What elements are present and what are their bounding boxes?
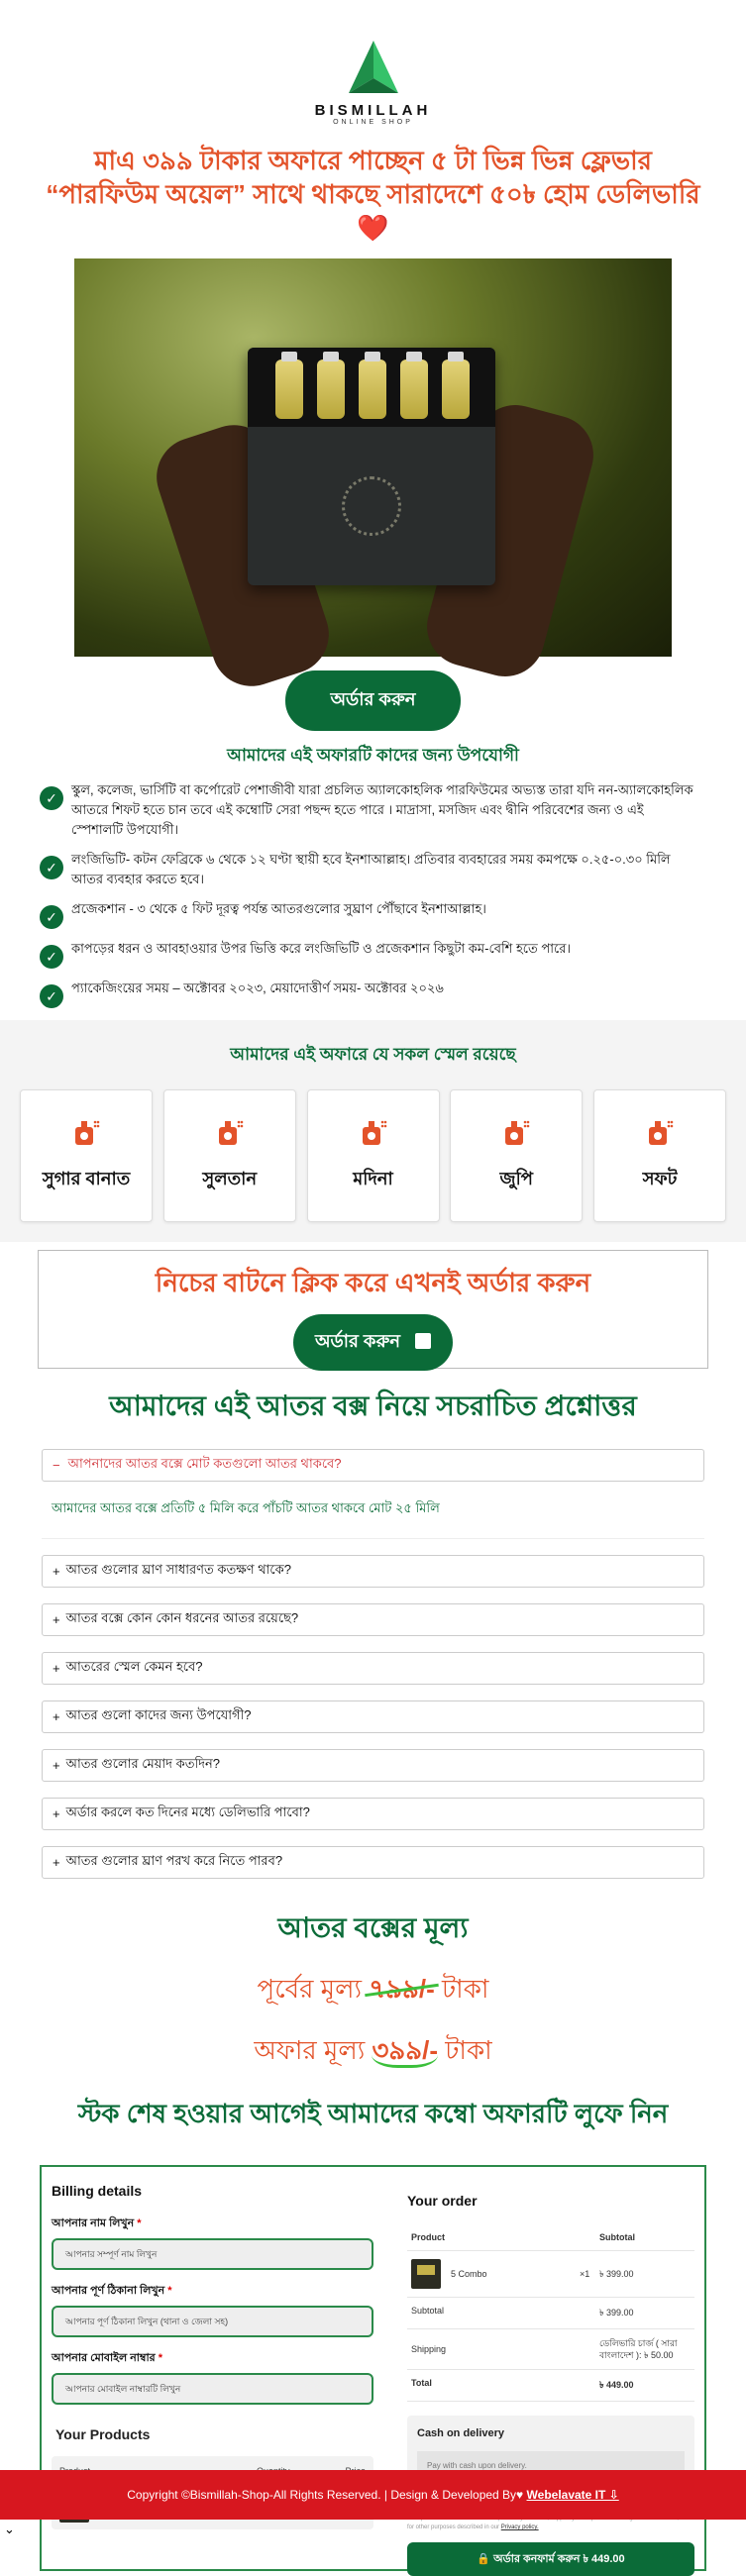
privacy-note: for other purposes described in our Privacy policy. xyxy=(407,2524,539,2530)
hero-product-image xyxy=(74,258,672,657)
plus-icon: + xyxy=(53,1661,60,1676)
price-title: আতর বক্সের মূল্য xyxy=(277,1912,469,1943)
offer-price-value: ৩৯৯/- xyxy=(372,2035,438,2068)
faq-question[interactable]: + অর্ডার করলে কত দিনের মধ্যে ডেলিভারি পাবো? xyxy=(42,1798,704,1830)
total-row: Total ৳ 449.00 xyxy=(407,2370,694,2402)
cod-title: Cash on delivery xyxy=(417,2427,505,2439)
feature-item: ✓ প্যাকেজিংয়ের সময় – অক্টোবর ২০২৩, মেয়াদোত্তীর্ণ সময়- অক্টোবর ২০২৬ xyxy=(40,979,698,1008)
chevron-down-icon[interactable]: ⌄ xyxy=(4,2522,15,2536)
shipping-row: Shipping ডেলিভারি চার্জ ( সারা বাংলাদেশ ): ৳ 50.00 xyxy=(407,2329,694,2370)
plus-icon: + xyxy=(53,1564,60,1579)
bottle xyxy=(400,360,428,419)
feature-item: ✓ প্রজেকশান - ৩ থেকে ৫ ফিট দূরত্ব পর্যন্ত আতরগুলোর সুঘ্রাণ পৌঁছাবে ইনশাআল্লাহ। xyxy=(40,899,698,929)
feature-item: ✓ স্কুল, কলেজ, ভার্সিটি বা কর্পোরেট পেশাজীবী যারা প্রচলিত অ্যালকোহলিক পারফিউমের অভ্যস্ত তারা যদি নন-অ্যালকোহলিক আতরে শিফট হতে চান তবে এই কম্বোটি সেরা পছন্দ হতে পারে । মাদ্রাসা, মসজিদ এবং দ্বীনি পরিবেশের জন্য ও এই স্পেশালটি উপযোগী। xyxy=(40,780,698,840)
order-item-thumbnail xyxy=(411,2259,441,2289)
scent-card xyxy=(450,1089,583,1222)
perfume-bottle-icon xyxy=(215,1117,245,1147)
faq-title: আমাদের এই আতর বক্স নিয়ে সচরাচিত প্রশ্নোত্তর xyxy=(109,1391,637,1421)
plus-icon: + xyxy=(53,1855,60,1870)
logo-mark-icon xyxy=(339,39,408,98)
plus-icon: + xyxy=(53,1709,60,1724)
developer-link[interactable]: Webelavate IT ⇩ xyxy=(526,2488,619,2502)
bottle xyxy=(275,360,303,419)
order-item-row: 5 Combo ×1 ৳ 399.00 xyxy=(407,2251,694,2298)
gift-box xyxy=(248,348,495,585)
check-icon: ✓ xyxy=(40,984,63,1008)
plus-icon: + xyxy=(53,1612,60,1627)
box-ornament xyxy=(342,476,401,536)
order-header-row: Product Subtotal xyxy=(407,2224,694,2251)
address-input[interactable]: আপনার পূর্ণ ঠিকানা লিখুন (থানা ও জেলা সহ) xyxy=(52,2306,373,2337)
scent-name: সফট xyxy=(642,1168,678,1188)
stock-title: স্টক শেষ হওয়ার আগেই আমাদের কম্বো অফারটি লুফে নিন xyxy=(77,2099,669,2128)
faq-answer: আমাদের আতর বক্সে প্রতিটি ৫ মিলি করে পাঁচটি আতর থাকবে মোট ২৫ মিলি xyxy=(42,1482,704,1539)
scent-name: সুলতান xyxy=(202,1168,258,1188)
scent-name: সুগার বানাত xyxy=(42,1168,131,1188)
faq-question[interactable]: + আতর গুলোর ঘ্রাণ পরখ করে নিতে পারব? xyxy=(42,1846,704,1879)
billing-title: Billing details xyxy=(52,2183,143,2199)
name-label: আপনার নাম লিখুন * xyxy=(52,2217,142,2229)
feature-item: ✓ কাপড়ের ধরন ও আবহাওয়ার উপর ভিত্তি করে লংজিভিটি ও প্রজেকশান কিছুটা কম-বেশি হতে পারে। xyxy=(40,939,698,969)
scent-name: জুপি xyxy=(499,1168,533,1188)
scent-card xyxy=(593,1089,726,1222)
lock-icon: 🔒 xyxy=(477,2553,491,2565)
scent-name: মদিনা xyxy=(353,1168,393,1188)
order-title: Your order xyxy=(407,2193,478,2209)
scent-card xyxy=(20,1089,153,1222)
order-now-button-2[interactable]: অর্ডার করুন xyxy=(293,1314,453,1371)
scent-card xyxy=(307,1089,440,1222)
scents-section xyxy=(0,1020,746,1242)
order-cta-box xyxy=(38,1250,708,1369)
address-label: আপনার পূর্ণ ঠিকানা লিখুন * xyxy=(52,2285,172,2297)
feature-list xyxy=(0,780,746,1008)
order-now-button[interactable]: অর্ডার করুন xyxy=(285,670,460,731)
old-price: পূর্বের মূল্য ৭৯৯/- টাকা xyxy=(257,1974,489,2004)
logo[interactable] xyxy=(0,0,746,134)
subtotal-row: Subtotal ৳ 399.00 xyxy=(407,2298,694,2329)
faq-list xyxy=(42,1449,704,1879)
your-products-title: Your Products xyxy=(55,2426,151,2442)
copyright-text: Copyright ©Bismillah-Shop-All Rights Reserved. | Design & Developed By♥ xyxy=(127,2488,524,2502)
check-icon: ✓ xyxy=(40,856,63,879)
faq-question[interactable]: + আতরের স্মেল কেমন হবে? xyxy=(42,1652,704,1685)
perfume-bottle-icon xyxy=(359,1117,388,1147)
perfume-bottle-icon xyxy=(501,1117,531,1147)
order-cta-title: নিচের বাটনে ক্লিক করে এখনই অর্ডার করুন xyxy=(155,1268,591,1297)
phone-input[interactable]: আপনার মোবাইল নাম্বারটি লিখুন xyxy=(52,2373,373,2405)
offer-price: অফার মূল্য ৩৯৯/- টাকা xyxy=(0,2030,746,2074)
name-input[interactable]: আপনার সম্পূর্ণ নাম লিখুন xyxy=(52,2238,373,2270)
phone-label: আপনার মোবাইল নাম্বার * xyxy=(52,2352,163,2364)
faq-question[interactable]: + আতর বক্সে কোন কোন ধরনের আতর রয়েছে? xyxy=(42,1603,704,1636)
bottle xyxy=(359,360,386,419)
shopping-bag-icon xyxy=(415,1333,431,1349)
old-price-value: ৭৯৯/- xyxy=(369,1974,435,2004)
brand-name: BISMILLAH xyxy=(314,102,432,119)
offer-headline: মাএ ৩৯৯ টাকার অফারে পাচ্ছেন ৫ টা ভিন্ন ভিন্ন ফ্লেভার “পারফিউম অয়েল” সাথে থাকছে সারাদেশে ৫০৳ হোম ডেলিভারি❤️ xyxy=(46,146,700,243)
scent-card xyxy=(163,1089,296,1222)
faq-question[interactable]: + আতর গুলো কাদের জন্য উপযোগী? xyxy=(42,1700,704,1733)
perfume-bottle-icon xyxy=(71,1117,101,1147)
plus-icon: + xyxy=(53,1806,60,1821)
perfume-bottle-icon xyxy=(645,1117,675,1147)
cod-note: Pay with cash upon delivery. xyxy=(417,2451,685,2479)
check-icon: ✓ xyxy=(40,945,63,969)
privacy-policy-link[interactable]: Privacy policy. xyxy=(500,2524,539,2530)
place-order-button[interactable]: 🔒 অর্ডার কনফার্ম করুন ৳ 449.00 xyxy=(407,2542,694,2576)
scents-title: আমাদের এই অফারে যে সকল স্মেল রয়েছে xyxy=(230,1045,516,1064)
faq-question[interactable]: + আতর গুলোর মেয়াদ কতদিন? xyxy=(42,1749,704,1782)
footer xyxy=(0,2470,746,2520)
feature-item: ✓ লংজিভিটি- কটন ফেব্রিকে ৬ থেকে ১২ ঘণ্টা স্থায়ী হবে ইনশাআল্লাহ। প্রতিবার ব্যবহারের সময় কমপক্ষে ০.২৫-০.৩০ মিলি আতর ব্যবহার করতে হবে। xyxy=(40,850,698,889)
plus-icon: + xyxy=(53,1758,60,1773)
check-icon: ✓ xyxy=(40,905,63,929)
check-icon: ✓ xyxy=(40,786,63,810)
brand-tagline: ONLINE SHOP xyxy=(333,119,413,126)
faq-question[interactable]: + আতর গুলোর ঘ্রাণ সাধারণত কতক্ষণ থাকে? xyxy=(42,1555,704,1588)
bottle xyxy=(442,360,470,419)
faq-question-open[interactable]: − আপনাদের আতর বক্সে মোট কতগুলো আতর থাকবে? xyxy=(42,1449,704,1482)
audience-title: আমাদের এই অফারটি কাদের জন্য উপযোগী xyxy=(227,746,519,765)
bottle xyxy=(317,360,345,419)
minus-icon: − xyxy=(53,1458,60,1473)
